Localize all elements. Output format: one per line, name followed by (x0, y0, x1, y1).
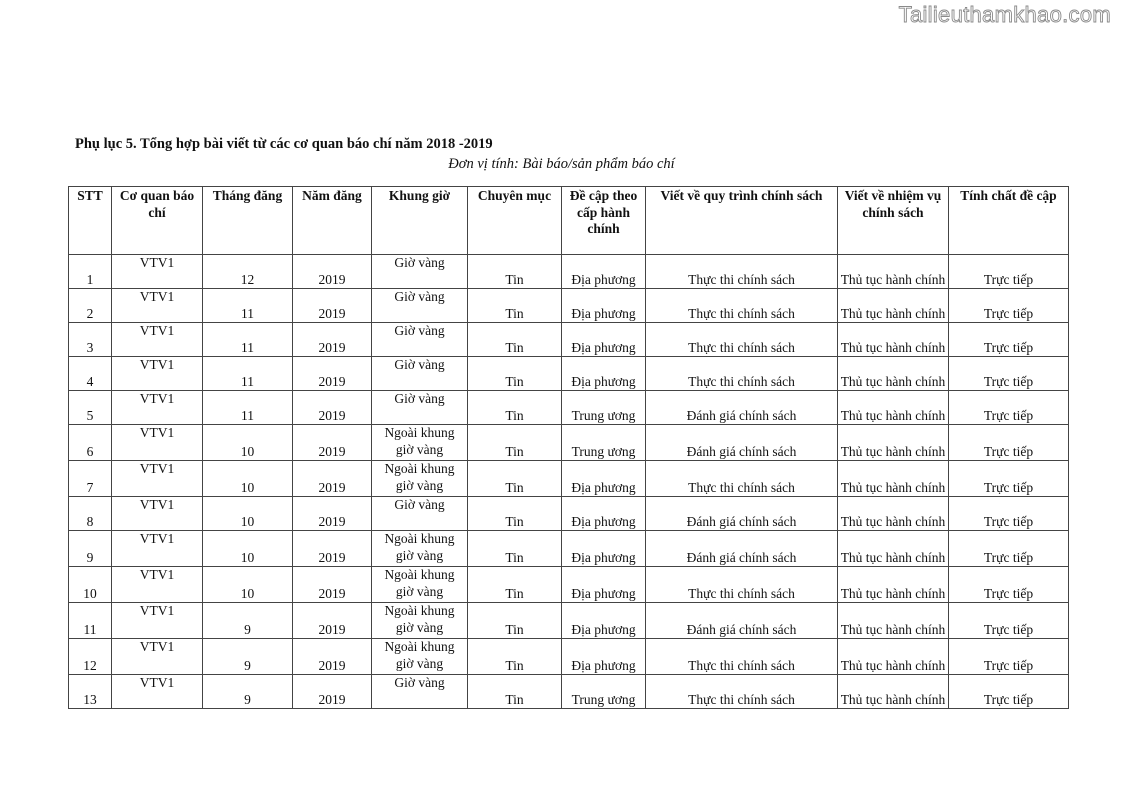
watermark: Tailieuthamkhao.com (898, 2, 1111, 27)
cell-agency: VTV1 (112, 323, 203, 357)
cell-category: Tin (468, 461, 562, 497)
cell-agency: VTV1 (112, 255, 203, 289)
cell-timeslot: Ngoài khung giờ vàng (372, 531, 468, 567)
cell-year: 2019 (293, 639, 372, 675)
cell-category: Tin (468, 425, 562, 461)
cell-stt: 4 (69, 357, 112, 391)
cell-year: 2019 (293, 567, 372, 603)
cell-process: Đánh giá chính sách (646, 425, 838, 461)
cell-task: Thủ tục hành chính (838, 639, 949, 675)
cell-category: Tin (468, 289, 562, 323)
cell-task: Thủ tục hành chính (838, 603, 949, 639)
cell-category: Tin (468, 603, 562, 639)
cell-level: Địa phương (562, 567, 646, 603)
header-timeslot: Khung giờ (372, 187, 468, 255)
cell-process: Thực thi chính sách (646, 323, 838, 357)
cell-year: 2019 (293, 255, 372, 289)
table-row (69, 289, 1069, 323)
cell-agency: VTV1 (112, 357, 203, 391)
cell-month: 12 (203, 255, 293, 289)
cell-task: Thủ tục hành chính (838, 675, 949, 709)
document-title: Phụ lục 5. Tổng hợp bài viết từ các cơ quan báo chí năm 2018 -2019 (75, 136, 493, 152)
cell-nature: Trực tiếp (949, 497, 1069, 531)
cell-month: 10 (203, 567, 293, 603)
cell-timeslot: Giờ vàng (372, 391, 468, 425)
cell-level: Trung ương (562, 391, 646, 425)
cell-year: 2019 (293, 357, 372, 391)
cell-timeslot: Ngoài khung giờ vàng (372, 603, 468, 639)
header-nature: Tính chất đề cập (949, 187, 1069, 255)
cell-month: 10 (203, 461, 293, 497)
cell-stt: 11 (69, 603, 112, 639)
cell-task: Thủ tục hành chính (838, 567, 949, 603)
cell-month: 10 (203, 497, 293, 531)
header-level: Đề cập theo cấp hành chính (562, 187, 646, 255)
cell-nature: Trực tiếp (949, 675, 1069, 709)
cell-nature: Trực tiếp (949, 461, 1069, 497)
cell-timeslot: Giờ vàng (372, 675, 468, 709)
cell-stt: 8 (69, 497, 112, 531)
cell-year: 2019 (293, 461, 372, 497)
cell-level: Địa phương (562, 497, 646, 531)
cell-nature: Trực tiếp (949, 531, 1069, 567)
table-header-row (69, 187, 1069, 255)
cell-month: 11 (203, 289, 293, 323)
cell-timeslot: Giờ vàng (372, 255, 468, 289)
cell-process: Thực thi chính sách (646, 357, 838, 391)
cell-timeslot: Ngoài khung giờ vàng (372, 461, 468, 497)
cell-process: Đánh giá chính sách (646, 497, 838, 531)
cell-year: 2019 (293, 289, 372, 323)
cell-process: Đánh giá chính sách (646, 603, 838, 639)
table-row (69, 357, 1069, 391)
cell-agency: VTV1 (112, 675, 203, 709)
cell-year: 2019 (293, 531, 372, 567)
cell-level: Địa phương (562, 255, 646, 289)
cell-nature: Trực tiếp (949, 425, 1069, 461)
cell-stt: 5 (69, 391, 112, 425)
cell-level: Địa phương (562, 323, 646, 357)
cell-timeslot: Giờ vàng (372, 289, 468, 323)
table-row (69, 255, 1069, 289)
cell-process: Đánh giá chính sách (646, 391, 838, 425)
table-row (69, 391, 1069, 425)
table-row (69, 567, 1069, 603)
cell-agency: VTV1 (112, 639, 203, 675)
cell-task: Thủ tục hành chính (838, 255, 949, 289)
cell-category: Tin (468, 357, 562, 391)
table-row (69, 323, 1069, 357)
cell-nature: Trực tiếp (949, 255, 1069, 289)
table-row (69, 603, 1069, 639)
table-row (69, 425, 1069, 461)
header-month: Tháng đăng (203, 187, 293, 255)
cell-timeslot: Ngoài khung giờ vàng (372, 425, 468, 461)
cell-task: Thủ tục hành chính (838, 357, 949, 391)
cell-category: Tin (468, 639, 562, 675)
cell-stt: 10 (69, 567, 112, 603)
cell-task: Thủ tục hành chính (838, 497, 949, 531)
cell-level: Địa phương (562, 357, 646, 391)
cell-process: Thực thi chính sách (646, 255, 838, 289)
cell-agency: VTV1 (112, 603, 203, 639)
cell-process: Thực thi chính sách (646, 639, 838, 675)
cell-process: Thực thi chính sách (646, 567, 838, 603)
cell-month: 10 (203, 531, 293, 567)
cell-category: Tin (468, 497, 562, 531)
cell-agency: VTV1 (112, 461, 203, 497)
header-year: Năm đăng (293, 187, 372, 255)
table-row (69, 639, 1069, 675)
cell-nature: Trực tiếp (949, 603, 1069, 639)
cell-year: 2019 (293, 497, 372, 531)
cell-agency: VTV1 (112, 567, 203, 603)
cell-nature: Trực tiếp (949, 567, 1069, 603)
cell-timeslot: Ngoài khung giờ vàng (372, 567, 468, 603)
cell-year: 2019 (293, 425, 372, 461)
cell-task: Thủ tục hành chính (838, 323, 949, 357)
cell-nature: Trực tiếp (949, 289, 1069, 323)
cell-process: Đánh giá chính sách (646, 531, 838, 567)
table-body (69, 255, 1069, 709)
cell-stt: 12 (69, 639, 112, 675)
cell-year: 2019 (293, 323, 372, 357)
cell-nature: Trực tiếp (949, 357, 1069, 391)
cell-stt: 9 (69, 531, 112, 567)
cell-year: 2019 (293, 675, 372, 709)
cell-agency: VTV1 (112, 497, 203, 531)
cell-level: Địa phương (562, 289, 646, 323)
cell-task: Thủ tục hành chính (838, 425, 949, 461)
cell-level: Địa phương (562, 639, 646, 675)
cell-month: 11 (203, 323, 293, 357)
cell-level: Trung ương (562, 675, 646, 709)
cell-stt: 7 (69, 461, 112, 497)
cell-timeslot: Ngoài khung giờ vàng (372, 639, 468, 675)
cell-timeslot: Giờ vàng (372, 323, 468, 357)
table-row (69, 497, 1069, 531)
cell-task: Thủ tục hành chính (838, 391, 949, 425)
cell-process: Thực thi chính sách (646, 289, 838, 323)
cell-level: Trung ương (562, 425, 646, 461)
cell-category: Tin (468, 391, 562, 425)
cell-category: Tin (468, 567, 562, 603)
cell-task: Thủ tục hành chính (838, 531, 949, 567)
cell-month: 9 (203, 603, 293, 639)
cell-agency: VTV1 (112, 391, 203, 425)
cell-stt: 3 (69, 323, 112, 357)
articles-table (68, 186, 1069, 709)
header-agency: Cơ quan báo chí (112, 187, 203, 255)
cell-process: Thực thi chính sách (646, 675, 838, 709)
cell-agency: VTV1 (112, 531, 203, 567)
cell-month: 9 (203, 675, 293, 709)
cell-category: Tin (468, 531, 562, 567)
cell-timeslot: Giờ vàng (372, 497, 468, 531)
header-stt: STT (69, 187, 112, 255)
cell-process: Thực thi chính sách (646, 461, 838, 497)
cell-task: Thủ tục hành chính (838, 289, 949, 323)
cell-level: Địa phương (562, 461, 646, 497)
cell-agency: VTV1 (112, 289, 203, 323)
cell-nature: Trực tiếp (949, 391, 1069, 425)
cell-stt: 2 (69, 289, 112, 323)
cell-stt: 1 (69, 255, 112, 289)
table-row (69, 531, 1069, 567)
cell-stt: 13 (69, 675, 112, 709)
table-row (69, 675, 1069, 709)
header-task: Viết về nhiệm vụ chính sách (838, 187, 949, 255)
cell-year: 2019 (293, 603, 372, 639)
header-category: Chuyên mục (468, 187, 562, 255)
cell-task: Thủ tục hành chính (838, 461, 949, 497)
unit-note: Đơn vị tính: Bài báo/sản phẩm báo chí (448, 156, 675, 172)
cell-month: 10 (203, 425, 293, 461)
cell-year: 2019 (293, 391, 372, 425)
cell-level: Địa phương (562, 531, 646, 567)
cell-level: Địa phương (562, 603, 646, 639)
cell-nature: Trực tiếp (949, 639, 1069, 675)
cell-stt: 6 (69, 425, 112, 461)
cell-timeslot: Giờ vàng (372, 357, 468, 391)
cell-month: 11 (203, 391, 293, 425)
cell-month: 11 (203, 357, 293, 391)
cell-nature: Trực tiếp (949, 323, 1069, 357)
table-row (69, 461, 1069, 497)
cell-category: Tin (468, 323, 562, 357)
cell-agency: VTV1 (112, 425, 203, 461)
cell-month: 9 (203, 639, 293, 675)
cell-category: Tin (468, 255, 562, 289)
header-process: Viết về quy trình chính sách (646, 187, 838, 255)
cell-category: Tin (468, 675, 562, 709)
